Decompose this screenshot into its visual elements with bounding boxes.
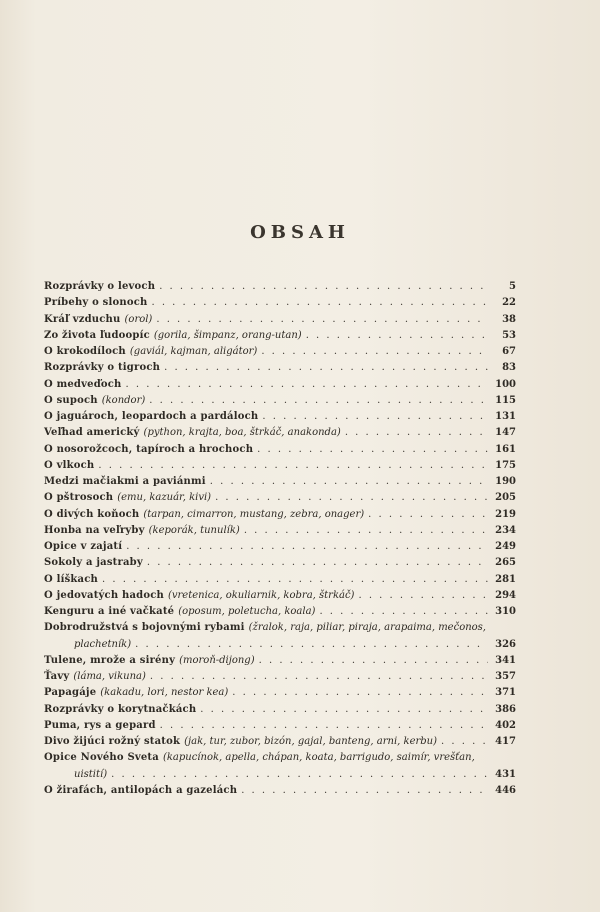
- toc-page-number: 147: [495, 427, 516, 439]
- toc-entry: [44, 539, 516, 555]
- toc-entry-subtitle: (keporák, tunulík): [148, 524, 240, 536]
- toc-entry-subtitle: (gaviál, kajman, aligátor): [129, 346, 258, 357]
- toc-entry-title: Honba na veľryby: [44, 524, 145, 536]
- dot-leader: [126, 377, 488, 393]
- toc-entry-title: Rozprávky o korytnačkách: [44, 703, 197, 715]
- dot-leader: [215, 490, 488, 506]
- toc-page-number: 371: [495, 687, 516, 699]
- toc-entry-title: Rozprávky o tigroch: [44, 362, 161, 374]
- toc-entry-title: Divo žijúci rožný statok: [44, 736, 181, 747]
- toc-entry-subtitle: (láma, vikuna): [73, 671, 146, 682]
- toc-entry-subtitle: (kakadu, lori, nestor kea): [100, 687, 229, 699]
- toc-entry: [44, 360, 516, 376]
- toc-entry-title: Kenguru a iné vačkaté: [44, 606, 175, 617]
- toc-entry-subtitle: (vretenica, okuliarnik, kobra, štrkáč): [167, 589, 355, 601]
- dot-leader: [102, 572, 488, 588]
- toc-page-number: 67: [502, 346, 516, 357]
- toc-page-number: 38: [502, 313, 516, 325]
- toc-page-number: 249: [495, 541, 516, 552]
- dot-leader: [319, 604, 488, 620]
- toc-entry: [44, 490, 516, 506]
- dot-leader: [98, 458, 488, 474]
- toc-entry-subtitle: (jak, tur, zubor, bizón, gajal, banteng, arni, kerbu): [184, 736, 438, 747]
- toc-page-number: 131: [495, 411, 516, 422]
- toc-entry-title: Veľhad americký: [44, 427, 140, 439]
- dot-leader: [358, 588, 488, 604]
- toc-entry-subtitle-continued: plachetník): [74, 638, 132, 650]
- toc-page-number: 115: [495, 394, 516, 406]
- dot-leader: [126, 539, 488, 555]
- page-title: OBSAH: [250, 222, 350, 243]
- toc-entry-title: O vlkoch: [44, 459, 95, 471]
- toc-entry: [44, 474, 516, 490]
- toc-entry-subtitle: (moroň-dijong): [179, 654, 255, 666]
- toc-page-number: 205: [495, 492, 516, 504]
- toc-entry-title: Medzi mačiakmi a paviánmi: [44, 476, 206, 487]
- dot-leader: [160, 718, 488, 734]
- toc-entry-title: Ťavy: [44, 671, 70, 682]
- toc-entry-subtitle: (kondor): [101, 394, 146, 406]
- toc-entry: [44, 702, 516, 718]
- toc-entry-title: O žirafách, antilopách a gazelách: [44, 784, 238, 796]
- dot-leader: [441, 734, 488, 750]
- toc-page-number: 341: [495, 654, 516, 666]
- dot-leader: [257, 442, 488, 458]
- toc-page-number: 22: [502, 297, 516, 309]
- toc-page-number: 431: [495, 768, 516, 780]
- toc-entry-title: Kráľ vzduchu: [44, 313, 121, 325]
- toc-entry-subtitle: (orol): [124, 313, 153, 325]
- toc-entry-title: O nosorožcoch, tapíroch a hrochoch: [44, 443, 254, 455]
- toc-entry-title: Opice v zajatí: [44, 541, 123, 552]
- toc-entry-title: O jaguároch, leopardoch a pardáloch: [44, 411, 259, 422]
- toc-entry-title: Puma, rys a gepard: [44, 719, 156, 731]
- toc-entry-title: O krokodíloch: [44, 346, 126, 357]
- toc-entry-subtitle: (oposum, poletucha, koala): [178, 606, 316, 617]
- toc-page-number: 100: [495, 378, 516, 390]
- toc-entry-subtitle: (žralok, raja, piliar, piraja, arapaima, mečonos,: [248, 622, 486, 634]
- toc-entry: [44, 344, 516, 360]
- dot-leader: [210, 474, 488, 490]
- dot-leader: [149, 393, 488, 409]
- toc-entry-title: Zo života ľudoopíc: [44, 329, 150, 341]
- toc-entry: [44, 523, 516, 539]
- toc-page-number: 386: [495, 703, 516, 715]
- toc-entry: [44, 393, 516, 409]
- toc-entry-title: Sokoly a jastraby: [44, 557, 143, 569]
- toc-entry: [44, 604, 516, 620]
- toc-entry: [44, 653, 516, 669]
- dot-leader: [345, 425, 488, 441]
- toc-entry: [44, 572, 516, 588]
- table-of-contents: [44, 279, 516, 799]
- toc-entry: [44, 442, 516, 458]
- dot-leader: [368, 507, 488, 523]
- dot-leader: [147, 555, 488, 571]
- toc-page-number: 53: [502, 329, 516, 341]
- toc-entry-title: O medveďoch: [44, 378, 122, 390]
- toc-entry-subtitle: (kapucínok, apella, chápan, koata, barrigudo, saimír, vrešťan,: [162, 752, 475, 764]
- toc-page-number: 357: [495, 671, 516, 682]
- toc-page-number: 190: [495, 476, 516, 487]
- toc-entry: [44, 409, 516, 425]
- toc-entry: [44, 295, 516, 311]
- toc-entry: [44, 425, 516, 441]
- toc-entry: [44, 458, 516, 474]
- toc-page-number: 326: [495, 638, 516, 650]
- toc-entry: [44, 588, 516, 604]
- toc-page-number: 219: [495, 508, 516, 520]
- dot-leader: [159, 279, 488, 295]
- dot-leader: [200, 702, 488, 718]
- toc-page-number: 294: [495, 589, 516, 601]
- toc-entry: [44, 377, 516, 393]
- toc-entry: [44, 507, 516, 523]
- dot-leader: [262, 409, 488, 425]
- toc-page-number: 417: [495, 736, 516, 747]
- dot-leader: [151, 295, 488, 311]
- toc-entry: [44, 328, 516, 344]
- dot-leader: [156, 312, 488, 328]
- toc-page-number: 310: [495, 606, 516, 617]
- toc-entry: [44, 279, 516, 295]
- dot-leader: [306, 328, 488, 344]
- toc-entry-title: O supoch: [44, 394, 98, 406]
- dot-leader: [241, 783, 488, 799]
- toc-entry-subtitle: (emu, kazuár, kivi): [117, 492, 212, 504]
- dot-leader: [261, 344, 488, 360]
- toc-page-number: 234: [495, 524, 516, 536]
- toc-entry-subtitle: (gorila, šimpanz, orang-utan): [153, 329, 302, 341]
- toc-entry: [44, 620, 516, 653]
- dot-leader: [259, 653, 488, 669]
- toc-entry-title: O líškach: [44, 573, 98, 585]
- toc-entry-title: O divých koňoch: [44, 508, 140, 520]
- toc-entry-title: Dobrodružstvá s bojovnými rybami: [44, 622, 245, 634]
- toc-page-number: 5: [509, 281, 516, 292]
- dot-leader: [244, 523, 488, 539]
- toc-entry: [44, 555, 516, 571]
- toc-page-number: 83: [502, 362, 516, 374]
- toc-entry-title: Opice Nového Sveta: [44, 752, 159, 764]
- toc-page-number: 265: [495, 557, 516, 569]
- toc-page-number: 161: [495, 443, 516, 455]
- toc-page-number: 281: [495, 573, 516, 585]
- toc-entry-title: Príbehy o slonoch: [44, 297, 148, 309]
- toc-entry: [44, 734, 516, 750]
- dot-leader: [135, 637, 488, 653]
- toc-entry-subtitle: (tarpan, cimarron, mustang, zebra, onager): [143, 508, 365, 520]
- toc-page-number: 402: [495, 719, 516, 731]
- toc-entry-title: Papagáje: [44, 687, 97, 699]
- toc-entry: [44, 685, 516, 701]
- toc-entry-title: O pštrosoch: [44, 492, 114, 504]
- toc-entry-title: Rozprávky o levoch: [44, 281, 156, 292]
- toc-entry: [44, 312, 516, 328]
- toc-entry-title: O jedovatých hadoch: [44, 589, 164, 601]
- toc-entry: [44, 750, 516, 783]
- dot-leader: [164, 360, 488, 376]
- toc-entry-subtitle-continued: uistití): [74, 768, 108, 780]
- toc-page-number: 175: [495, 459, 516, 471]
- toc-entry-subtitle: (python, krajta, boa, štrkáč, anakonda): [143, 427, 341, 439]
- toc-entry: [44, 718, 516, 734]
- dot-leader: [111, 767, 488, 783]
- toc-entry: [44, 669, 516, 685]
- dot-leader: [232, 685, 488, 701]
- toc-page-number: 446: [495, 784, 516, 796]
- toc-entry-title: Tulene, mrože a sirény: [44, 654, 176, 666]
- dot-leader: [150, 669, 488, 685]
- toc-entry: [44, 783, 516, 799]
